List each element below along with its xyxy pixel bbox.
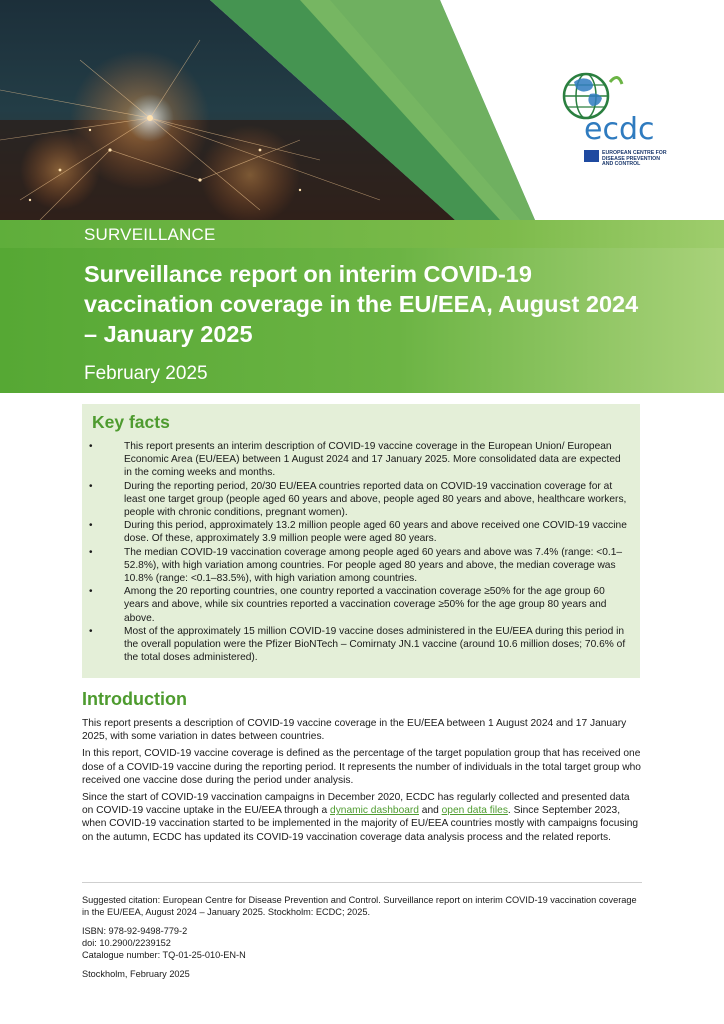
place-date: Stockholm, February 2025 xyxy=(82,969,190,979)
bullet-icon: • xyxy=(89,441,93,452)
key-facts-box xyxy=(82,404,640,678)
ecdc-wordmark: ecdc xyxy=(584,112,655,147)
bullet-icon: • xyxy=(89,546,93,558)
paragraph: This report presents a description of COVID-19 vaccine coverage in the EU/EEA between 1 August 2024 and 17 January 2025, with some variation in dates between countries. xyxy=(82,718,627,743)
bullet-icon: • xyxy=(89,520,93,532)
report-title: Surveillance report on interim COVID-19 vaccination coverage in the EU/EEA, August 2024 – January 2025 xyxy=(84,261,639,347)
ecdc-logo xyxy=(556,62,686,172)
key-facts-list xyxy=(82,440,640,664)
paragraph: In this report, COVID-19 vaccine coverage is defined as the percentage of the target population group that has received one dose of a COVID-19 vaccine during the reporting period. It represents the number of individuals in the total target group who received one vaccine dose during the period under analysis. xyxy=(82,748,641,786)
footer-divider xyxy=(82,882,642,883)
bullet-icon: • xyxy=(89,480,93,492)
section-label: SURVEILLANCE xyxy=(84,225,216,244)
list-item: • The median COVID-19 vaccination coverage among people aged 60 years and above was 7.4% (range: <0.1–52.8%), with high variation among countries. For people aged 80 years and above, the median coverage was 10.8% (range: <0.1–83.5%), with high variation among countries. xyxy=(89,546,623,585)
dynamic-dashboard-link[interactable]: dynamic dashboard xyxy=(330,805,419,817)
key-facts-heading: Key facts xyxy=(92,412,170,432)
ecdc-logo-subtitle: EUROPEAN CENTRE FOR DISEASE PREVENTION AND CONTROL xyxy=(602,150,667,168)
eu-flag-icon xyxy=(584,150,599,162)
footer xyxy=(82,894,642,980)
list-item: • Among the 20 reporting countries, one country reported a vaccination coverage ≥50% for the age group 60 years and above, while six countries reported a vaccination coverage ≥50% for the age group 80 years and above. xyxy=(89,586,607,624)
report-date: February 2025 xyxy=(84,363,208,384)
list-item: • During this period, approximately 13.2 million people aged 60 years and above received one COVID-19 vaccine dose. Of these, approximately 3.9 million people were aged 80 years. xyxy=(89,520,627,545)
paragraph: Since the start of COVID-19 vaccination campaigns in December 2020, ECDC has regularly collected and presented data on COVID-19 vaccine uptake in the EU/EEA through a dynamic dashboard and open data files. Since September 2023, when COVID-19 vaccination started to be implemented in the majority of EU/EEA countries mostly with campaigns focusing on the autumn, ECDC has updated its COVID-19 vaccination coverage data analysis process and the related reports. xyxy=(82,792,639,843)
catalogue-number: Catalogue number: TQ-01-25-010-EN-N xyxy=(82,950,246,960)
introduction-heading: Introduction xyxy=(82,689,187,709)
isbn: ISBN: 978-92-9498-779-2 xyxy=(82,926,188,936)
bullet-icon: • xyxy=(89,625,93,637)
list-item: • Most of the approximately 15 million COVID-19 vaccine doses administered in the EU/EEA during this period in the overall population were the Pfizer BioNTech – Comirnaty JN.1 vaccine (around 10.6 million doses; 70.6% of the total doses administered). xyxy=(89,625,626,664)
introduction-body xyxy=(82,717,642,848)
suggested-citation: Suggested citation: European Centre for Disease Prevention and Control. Surveillance report on interim COVID-19 vaccination coverage in the EU/EEA, August 2024 – January 2025. Stockholm: ECDC; 2025. xyxy=(82,895,637,917)
list-item: • This report presents an interim description of COVID-19 vaccine coverage in the European Union/ European Economic Area (EU/EEA) between 1 August 2024 and 17 January 2025. More consolidated data are expected in the coming weeks and months. xyxy=(89,441,621,479)
cover-hero xyxy=(0,0,724,220)
open-data-files-link[interactable]: open data files xyxy=(441,805,508,817)
doi: doi: 10.2900/2239152 xyxy=(82,938,171,948)
bullet-icon: • xyxy=(89,586,93,598)
list-item: • During the reporting period, 20/30 EU/EEA countries reported data on COVID-19 vaccination coverage for at least one target group (people aged 60 years and above, people aged 80 years and above, healthcare workers, people with chronic conditions, pregnant women). xyxy=(89,480,627,519)
